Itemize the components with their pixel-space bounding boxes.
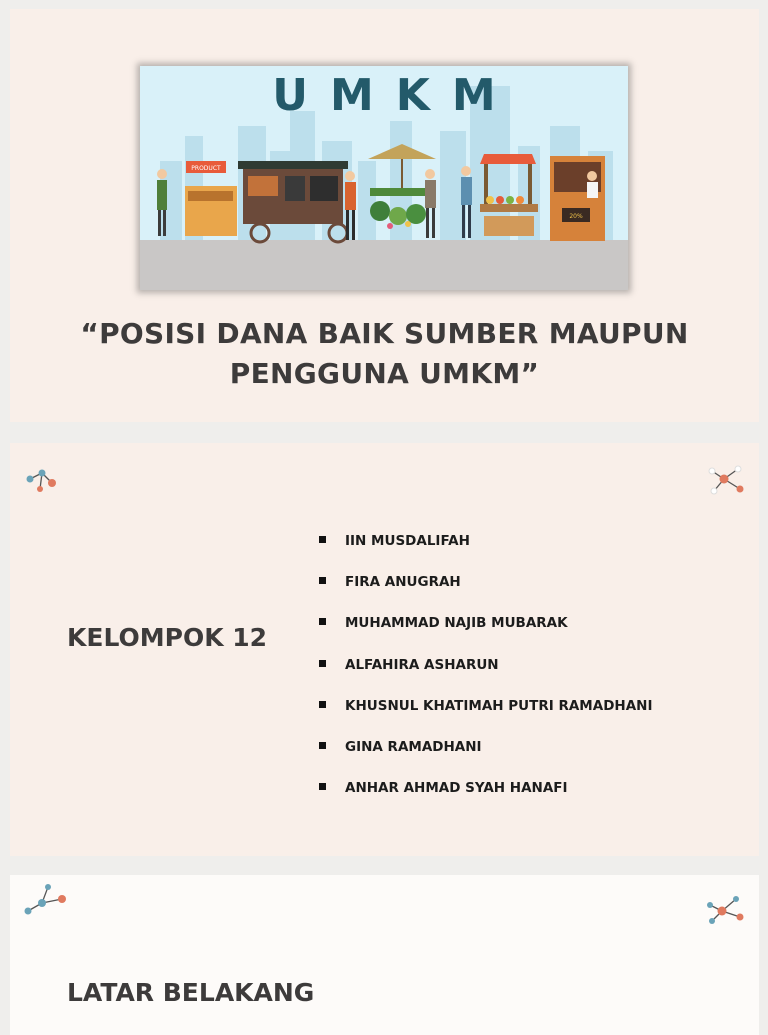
bullet-icon (319, 536, 326, 543)
stall-sign: PRODUCT (191, 165, 221, 172)
list-item (318, 735, 652, 776)
member-name: GINA RAMADHANI (345, 738, 482, 755)
list-item (318, 611, 652, 652)
bullet-icon (319, 660, 326, 667)
background-slide (10, 875, 759, 1035)
bullet-icon (319, 742, 326, 749)
member-name: IIN MUSDALIFAH (345, 533, 470, 549)
list-item (318, 776, 652, 817)
molecule-icon (704, 893, 750, 927)
member-name: ANHAR AHMAD SYAH HANAFI (345, 780, 568, 797)
group-title: KELOMPOK 12 (67, 623, 268, 652)
list-item (318, 694, 652, 735)
member-list (318, 529, 652, 817)
bullet-icon (319, 783, 326, 790)
member-name: MUHAMMAD NAJIB MUBARAK (345, 615, 568, 632)
molecule-icon (22, 881, 68, 919)
bullet-icon (319, 577, 326, 584)
list-item (318, 529, 652, 570)
molecule-icon (22, 465, 62, 497)
section-title: LATAR BELAKANG (67, 978, 315, 1007)
presentation-title (10, 314, 759, 394)
presentation-title-line2: PENGGUNA UMKM” (229, 357, 540, 390)
bullet-icon (319, 701, 326, 708)
list-item (318, 653, 652, 694)
group-slide (10, 443, 759, 856)
presentation-title-line1: “POSISI DANA BAIK SUMBER MAUPUN (80, 317, 689, 350)
title-slide (10, 9, 759, 422)
member-name: KHUSNUL KHATIMAH PUTRI RAMADHANI (345, 697, 653, 714)
banner-title: UMKM (272, 70, 518, 121)
molecule-icon (706, 463, 748, 497)
member-name: FIRA ANUGRAH (345, 574, 461, 591)
umkm-banner-illustration (140, 66, 628, 290)
member-name: ALFAHIRA ASHARUN (345, 656, 499, 673)
list-item (318, 570, 652, 611)
shop-sign: 20% (569, 213, 583, 220)
bullet-icon (319, 618, 326, 625)
